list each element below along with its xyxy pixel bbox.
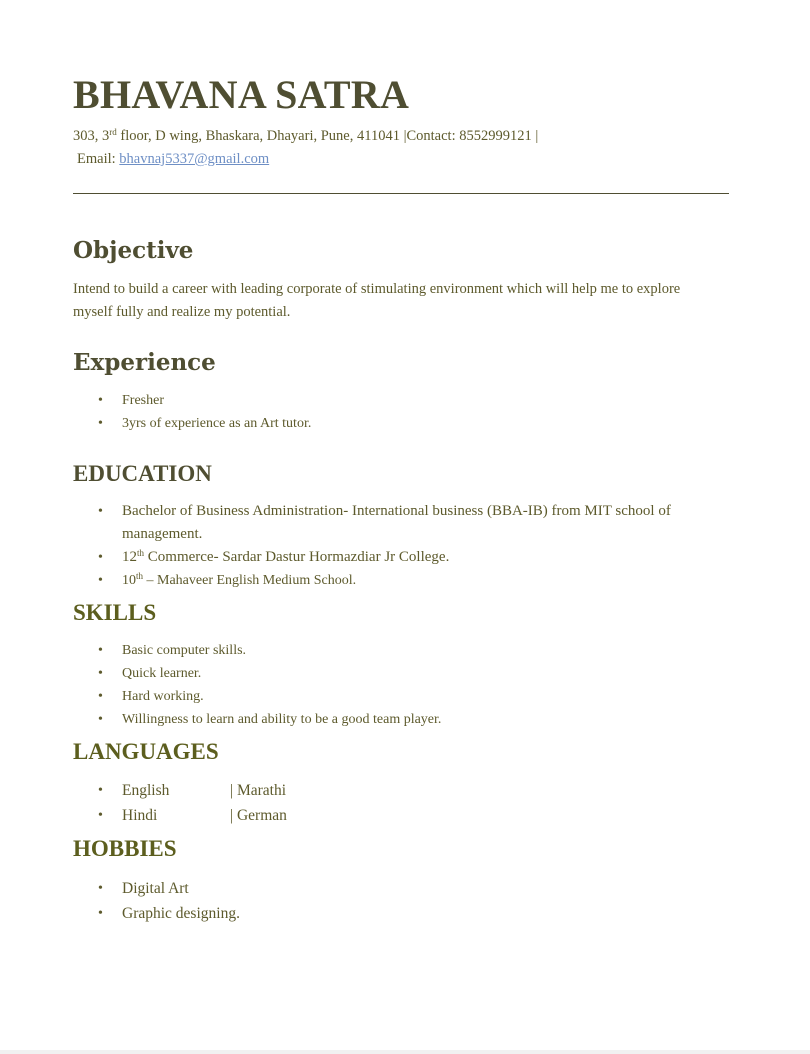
floor-superscript: rd <box>109 127 117 137</box>
skill-item-text: Basic computer skills. <box>122 643 247 658</box>
bullet-icon: • <box>98 689 103 704</box>
education-item-text: Commerce- Sardar Dastur Hormazdiar Jr College. <box>144 549 450 565</box>
hobbies-heading: HOBBIES <box>73 836 177 861</box>
hobbies-list <box>73 876 240 926</box>
list-item <box>73 500 723 546</box>
experience-item-text: 3yrs of experience as an Art tutor. <box>122 416 312 431</box>
email-link[interactable]: bhavnaj5337@gmail.com <box>119 151 270 167</box>
list-item <box>73 685 441 708</box>
bullet-icon: • <box>98 550 103 565</box>
education-heading: EDUCATION <box>73 461 212 486</box>
language-left: Hindi <box>122 807 158 824</box>
address-part: 303, 3 <box>73 128 110 144</box>
skills-list <box>73 639 441 731</box>
hobby-item-text: Graphic designing. <box>122 905 240 922</box>
list-item <box>73 569 723 592</box>
address-rest: floor, D wing, Bhaskara, Dhayari, Pune, 411041 |Contact: 8552999121 | <box>116 128 539 144</box>
page-bottom-edge <box>0 1050 810 1054</box>
bullet-icon: • <box>98 808 103 823</box>
header-divider <box>73 193 729 194</box>
education-item-text: Bachelor of Business Administration- International business (BBA-IB) from MIT school of management. <box>122 503 671 542</box>
skill-item-text: Hard working. <box>122 689 204 704</box>
bullet-icon: • <box>98 783 103 798</box>
list-item <box>73 639 441 662</box>
bullet-icon: • <box>98 666 103 681</box>
email-label: Email: <box>77 151 120 167</box>
bullet-icon: • <box>98 906 103 921</box>
list-item <box>73 546 723 569</box>
experience-item-text: Fresher <box>122 393 164 408</box>
email-line <box>77 149 269 169</box>
experience-list <box>73 389 311 435</box>
language-right: | German <box>230 807 287 824</box>
language-right: | Marathi <box>230 782 287 799</box>
languages-list <box>73 778 287 828</box>
list-item <box>73 778 287 803</box>
objective-text: Intend to build a career with leading corporate of stimulating environment which will help me to explore myself fully and realize my potential. <box>73 281 681 320</box>
grade-superscript: th <box>136 571 144 581</box>
skills-heading: SKILLS <box>73 600 157 625</box>
hobby-item-text: Digital Art <box>122 880 189 897</box>
experience-heading: Experience <box>73 349 216 376</box>
skill-item-text: Willingness to learn and ability to be a good team player. <box>122 712 442 727</box>
objective-heading: Objective <box>73 237 194 264</box>
education-item-text: – Mahaveer English Medium School. <box>143 573 357 588</box>
list-item <box>73 412 311 435</box>
skill-item-text: Quick learner. <box>122 666 202 681</box>
bullet-icon: • <box>98 416 103 431</box>
list-item <box>73 708 441 731</box>
list-item <box>73 803 287 828</box>
education-grade: 10 <box>122 573 136 588</box>
education-list <box>73 500 723 592</box>
bullet-icon: • <box>98 393 103 408</box>
address-contact-line <box>73 126 538 146</box>
bullet-icon: • <box>98 504 103 519</box>
language-left: English <box>122 782 170 799</box>
bullet-icon: • <box>98 881 103 896</box>
list-item <box>73 876 240 901</box>
bullet-icon: • <box>98 712 103 727</box>
list-item <box>73 389 311 412</box>
grade-superscript: th <box>137 548 145 558</box>
candidate-name: BHAVANA SATRA <box>73 72 410 117</box>
list-item <box>73 901 240 926</box>
bullet-icon: • <box>98 573 103 588</box>
languages-heading: LANGUAGES <box>73 739 219 764</box>
list-item <box>73 662 441 685</box>
bullet-icon: • <box>98 643 103 658</box>
education-grade: 12 <box>122 549 137 565</box>
